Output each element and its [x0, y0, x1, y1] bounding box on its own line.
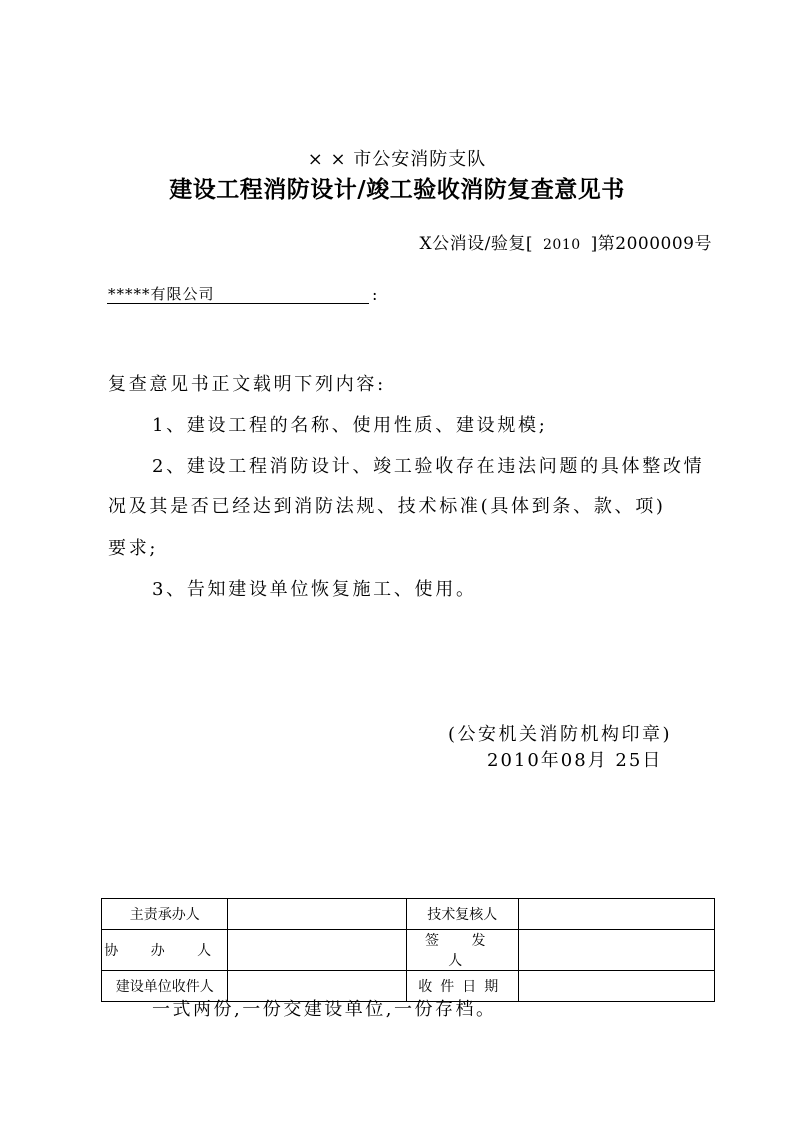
recipient-colon: :: [372, 285, 378, 304]
label-main-handler: 主责承办人: [102, 899, 228, 930]
agency-name: × × 市公安消防支队: [307, 149, 487, 170]
label-receiver: 建设单位收件人: [102, 971, 228, 1002]
body-intro: 复查意见书正文载明下列内容:: [108, 374, 386, 395]
body-item-3: 3、告知建设单位恢复施工、使用。: [152, 579, 477, 600]
document-number-year: 2010: [543, 237, 581, 253]
field-co-handler[interactable]: [228, 930, 406, 971]
table-row: [102, 930, 715, 971]
signature-table: [101, 898, 715, 1002]
document-number: [420, 229, 712, 254]
field-issuer[interactable]: [519, 930, 715, 971]
issue-date: 2010年08月 25日: [487, 750, 663, 771]
recipient-name: *****有限公司: [108, 285, 215, 303]
copies-note: 一式两份,一份交建设单位,一份存档。: [152, 999, 497, 1020]
body-item-2-line-2: 况及其是否已经达到消防法规、技术标准(具体到条、款、项): [108, 496, 666, 517]
field-main-handler[interactable]: [228, 899, 406, 930]
document-number-suffix: ]第2000009号: [590, 234, 712, 254]
document-title: 建设工程消防设计/竣工验收消防复查意见书: [169, 177, 625, 203]
body-item-1: 1、建设工程的名称、使用性质、建设规模;: [152, 415, 548, 436]
body-item-2-line-1: 2、建设工程消防设计、竣工验收存在违法问题的具体整改情: [152, 456, 705, 477]
field-technical-reviewer[interactable]: [519, 899, 715, 930]
label-receipt-date: 收件日期: [406, 971, 519, 1002]
body-item-2-line-3: 要求;: [108, 538, 159, 559]
seal-note: (公安机关消防机构印章): [448, 724, 673, 745]
recipient-underline: [107, 303, 369, 304]
label-issuer: 签 发 人: [406, 930, 519, 971]
label-technical-reviewer: 技术复核人: [406, 899, 519, 930]
label-co-handler: 协 办 人: [102, 930, 228, 971]
field-receipt-date[interactable]: [519, 971, 715, 1002]
table-row: [102, 899, 715, 930]
document-number-prefix: X公消设/验复[: [419, 234, 534, 254]
